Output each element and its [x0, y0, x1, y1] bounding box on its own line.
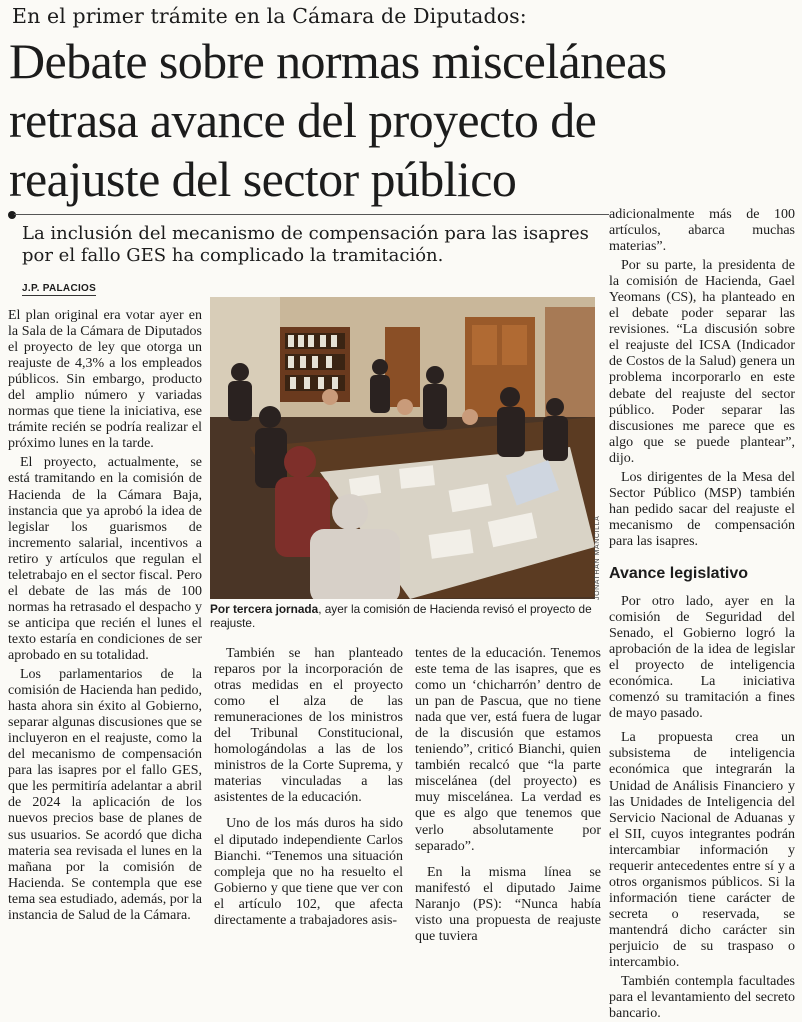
- paragraph: La propuesta crea un subsistema de inteligencia económica que integrarán la Unidad de Análisis Financiero y las Unidades de Inteligencia del Servicio Nacional de Aduanas y el SII, cuyos integrantes podrán intercambiar información y requerir antecedentes entre sí y a otros organismos públicos. Si la información tiene carácter de secreta o reservada, se mantendrá dicho carácter sin perjuicio de su traspaso o intercambio.: [609, 730, 795, 971]
- paragraph: tentes de la educación. Tenemos este tema de las isapres, que es como un ‘chicharrón’ dentro de un pan de Pascua, que no tiene nada que ver, está fuera de lugar de la discusión que estamos teniendo”, criticó Bianchi, quien también recalcó que “la parte miscelánea (del proyecto) es muy miscelánea. La verdad es que es algo que tenemos que verlo absolutamente por separado”.: [415, 646, 601, 854]
- paragraph: Los dirigentes de la Mesa del Sector Público (MSP) también han pedido sacar del reajuste el mecanismo de compensación para las isapres.: [609, 469, 795, 549]
- article-column-3: [415, 646, 601, 945]
- section-subhead: Avance legislativo: [609, 564, 749, 582]
- divider-rule: [14, 214, 609, 215]
- paragraph: También contempla facultades para el levantamiento del secreto bancario.: [609, 974, 795, 1022]
- paragraph: El proyecto, actualmente, se está tramitando en la comisión de Hacienda de la Cámara Baja, instancia que ya aprobó la idea de legislar los guarismos de incremento salarial, incentivos a retiro y artículos que regulan el teletrabajo en el sector fiscal. Pero el debate de las más de 100 normas ha retrasado el despacho y se anticipa que recién el lunes el texto estaría en condiciones de ser aprobado en su totalidad.: [8, 455, 202, 663]
- headline-line-3: reajuste del sector público: [9, 151, 517, 207]
- headline-line-2: retrasa avance del proyecto de: [9, 92, 597, 148]
- photo-credit: JONATHAN MANCILLA: [594, 515, 601, 600]
- caption-text: , ayer la comisión de Hacienda revisó el proyecto de reajuste.: [210, 602, 592, 630]
- article-column-4: [609, 207, 795, 1022]
- photo-caption: [210, 602, 600, 630]
- caption-bold: Por tercera jornada: [210, 602, 319, 616]
- kicker: En el primer trámite en la Cámara de Diputados:: [12, 4, 527, 28]
- news-photo: [210, 297, 595, 599]
- paragraph: El plan original era votar ayer en la Sala de la Cámara de Diputados el proyecto de ley que otorga un reajuste de 4,3% a los empleados públicos. Sin embargo, producto del amplio número y variadas normas que tiene la iniciativa, ese trámite recién se podría realizar el próximo lunes en la tarde.: [8, 308, 202, 452]
- byline: J.P. PALACIOS: [22, 283, 97, 294]
- paragraph: Por su parte, la presidenta de la comisión de Hacienda, Gael Yeomans (CS), ha planteado en el debate poder separar las revisiones. “La discusión sobre el reajuste del ICSA (Indicador de Costos de la Salud) genera un problema incorporarlo en este debate del reajuste del sector público. Poder separar las discusiones me parece que es algo que se puede plantear”, dijo.: [609, 258, 795, 466]
- paragraph: Los parlamentarios de la comisión de Hacienda han pedido, hasta ahora sin éxito al Gobierno, separar algunas discusiones que se incluyeron en el reajuste, como la del mecanismo de compensación para las isapres por el fallo GES, que les permitiría adelantar a abril de 2024 la aplicación de los nuevos precios base de planes de sus usuarios. Se acordó que dicha materia sea revisada el lunes en la mañana por la comisión de Hacienda. Se contempla que ese tema sea estudiado, además, por la instancia de Salud de la Cámara.: [8, 667, 202, 923]
- headline-line-1: Debate sobre normas misceláneas: [9, 33, 667, 89]
- rule-dot: [8, 211, 16, 219]
- paragraph: Por otro lado, ayer en la comisión de Seguridad del Senado, el Gobierno logró la aprobación de la idea de legislar el proyecto de inteligencia económica. La iniciativa comenzó su tramitación a fines de mayo pasado.: [609, 593, 795, 722]
- deck-subtitle: La inclusión del mecanismo de compensación para las isapres por el fallo GES ha complicado la tramitación.: [22, 223, 589, 266]
- paragraph: También se han planteado reparos por la incorporación de otras medidas en el proyecto como el alza de las remuneraciones de los ministros del Tribunal Constitucional, homologándolas a las de los ministros de la Corte Suprema, y materias vinculadas a las asistentes de la educación.: [214, 646, 403, 806]
- headline: [9, 32, 799, 209]
- paragraph: En la misma línea se manifestó el diputado Jaime Naranjo (PS): “Nunca había visto una propuesta de reajuste que tuviera: [415, 864, 601, 944]
- paragraph: Uno de los más duros ha sido el diputado independiente Carlos Bianchi. “Tenemos una situación compleja que no ha resuelto el Gobierno y que tiene que ver con el artículo 102, que afecta directamente a trabajadores asis-: [214, 816, 403, 928]
- article-column-2: [214, 646, 403, 929]
- article-column-1: [8, 308, 202, 924]
- paragraph: adicionalmente más de 100 artículos, abarca muchas materias”.: [609, 207, 795, 255]
